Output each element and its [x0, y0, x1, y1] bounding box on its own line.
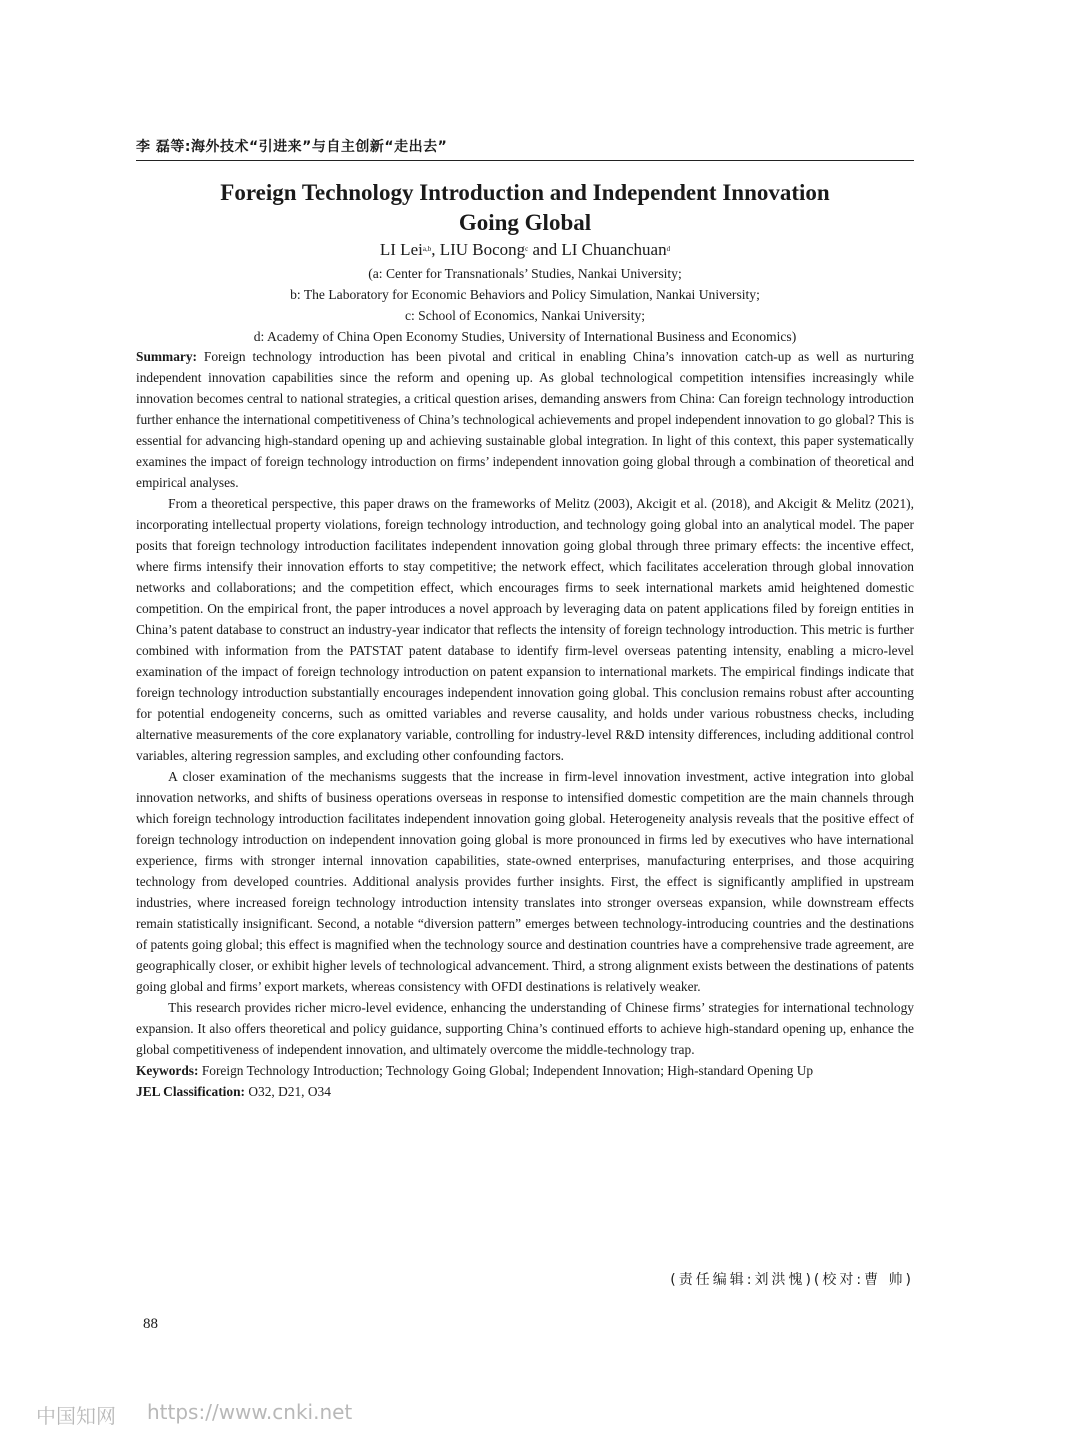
jel-label: JEL Classification:: [136, 1084, 245, 1099]
body-paragraph: From a theoretical perspective, this paper draws on the frameworks of Melitz (2003), Akcigit et al. (2018), and Akcigit & Melitz (2021), incorporating intellectual property violations, foreign technology introduction, and technology going global into an analytical model. The paper posits that foreign technology introduction facilitates independent innovation going global through three primary effects: the incentive effect, where firms intensify their innovation efforts to stay competitive; the network effect, which facilitates acceleration through global innovation networks and collaborations; and the competition effect, which encourages firms to seek international markets amid heightened domestic competition. On the empirical front, the paper introduces a novel approach by leveraging data on patent applications filed by foreign entities in China’s patent database to construct an industry-year indicator that reflects the intensity of foreign technology introduction. This metric is further combined with information from the PATSTAT patent database to identify firm-level overseas patenting intensity, enabling a micro-level examination of the impact of foreign technology introduction on patent expansion to international markets. The empirical findings indicate that foreign technology introduction substantially encourages independent innovation going global. This conclusion remains robust after accounting for potential endogeneity concerns, such as omitted variables and reverse causality, and holds under various robustness checks, including alternative measurements of the core explanatory variable, controlling for industry-level R&D intensity differences, including additional control variables, altering regression samples, and excluding other confounding factors.: [136, 496, 914, 763]
body-paragraph: This research provides richer micro-level evidence, enhancing the understanding of Chinese firms’ strategies for international technology expansion. It also offers theoretical and policy guidance, supporting China’s continued efforts to achieve high-standard opening up, enhance the global competitiveness of independent innovation, and ultimately overcome the middle-technology trap.: [136, 1000, 914, 1057]
author-separator: ,: [431, 240, 440, 259]
keywords-label: Keywords:: [136, 1063, 199, 1078]
cnki-url-watermark: https://www.cnki.net: [147, 1400, 353, 1424]
summary-label: Summary:: [136, 349, 197, 364]
author-name: LI Lei: [379, 240, 423, 259]
page-number: 88: [143, 1316, 158, 1332]
author-affiliation-mark: d: [666, 245, 671, 253]
summary-paragraph: [136, 346, 914, 493]
title-line-1: Foreign Technology Introduction and Independent Innovation: [220, 180, 830, 205]
author-list: [136, 239, 914, 261]
keywords-line: [136, 1060, 914, 1081]
affiliation-line: b: The Laboratory for Economic Behaviors and Policy Simulation, Nankai University;: [290, 287, 760, 302]
author-separator: and: [528, 240, 562, 259]
author-name: LIU Bocong: [439, 240, 526, 259]
author-affiliation-mark: c: [525, 245, 529, 253]
author-name: LI Chuanchuan: [561, 240, 667, 259]
affiliation-line: d: Academy of China Open Economy Studies, University of International Business and Economics): [253, 329, 797, 344]
keywords-text: Foreign Technology Introduction; Technology Going Global; Independent Innovation; High-standard Opening Up: [198, 1063, 814, 1078]
affiliation-line: c: School of Economics, Nankai University;: [404, 308, 646, 323]
editor-note: (责任编辑:刘洪愧)(校对:曹 帅): [670, 1272, 914, 1288]
affiliation-line: (a: Center for Transnationals’ Studies, Nankai University;: [368, 266, 682, 281]
affiliations: [136, 263, 914, 347]
summary-text: Foreign technology introduction has been pivotal and critical in enabling China’s innovation catch-up as well as nurturing independent innovation capabilities since the reform and opening up. As global technological competition intensifies increasingly while innovation becomes central to national strategies, a critical question arises, demanding answers from China: Can foreign technology introduction further enhance the international competitiveness of China’s technological achievements and propel independent innovation to go global? This is essential for advancing high-standard opening up and achieving sustainable global integration. In light of this context, this paper systematically examines the impact of foreign technology introduction on firms’ independent innovation going global through a combination of theoretical and empirical analyses.: [136, 349, 914, 490]
cnki-brand-watermark: 中国知网: [36, 1404, 116, 1428]
article-title: [136, 178, 914, 238]
title-line-2: Going Global: [458, 210, 592, 235]
jel-text: O32, D21, O34: [245, 1084, 331, 1099]
jel-line: [136, 1081, 914, 1102]
body-paragraph: A closer examination of the mechanisms suggests that the increase in firm-level innovation investment, active integration into global innovation networks, and shifts of business operations overseas in response to intensified domestic competition are the main channels through which foreign technology introduction facilitates independent innovation going global. Heterogeneity analysis reveals that the positive effect of foreign technology introduction on independent innovation going global is more pronounced in firms led by executives who have international experience, firms with stronger internal innovation capabilities, state-owned enterprises, manufacturing enterprises, and those acquiring technology from developed countries. Additional analysis provides further insights. First, the effect is significantly amplified in upstream industries, where increased foreign technology introduction intensity translates into stronger overseas expansion, while downstream effects remain statistically insignificant. Second, a notable “diversion pattern” emerges between technology-introducing countries and the destinations of patents going global; this effect is magnified when the technology source and destination countries have a comprehensive trade agreement, are geographically closer, or exhibit higher levels of technological advancement. Third, a strong alignment exists between the destinations of patents going global and firms’ export markets, whereas consistency with OFDI destinations is relatively weaker.: [136, 769, 915, 994]
author-affiliation-mark: a,b: [422, 245, 432, 253]
abstract-body: [136, 346, 914, 1102]
running-head: 李 磊等:海外技术“引进来”与自主创新“走出去”: [136, 136, 914, 161]
